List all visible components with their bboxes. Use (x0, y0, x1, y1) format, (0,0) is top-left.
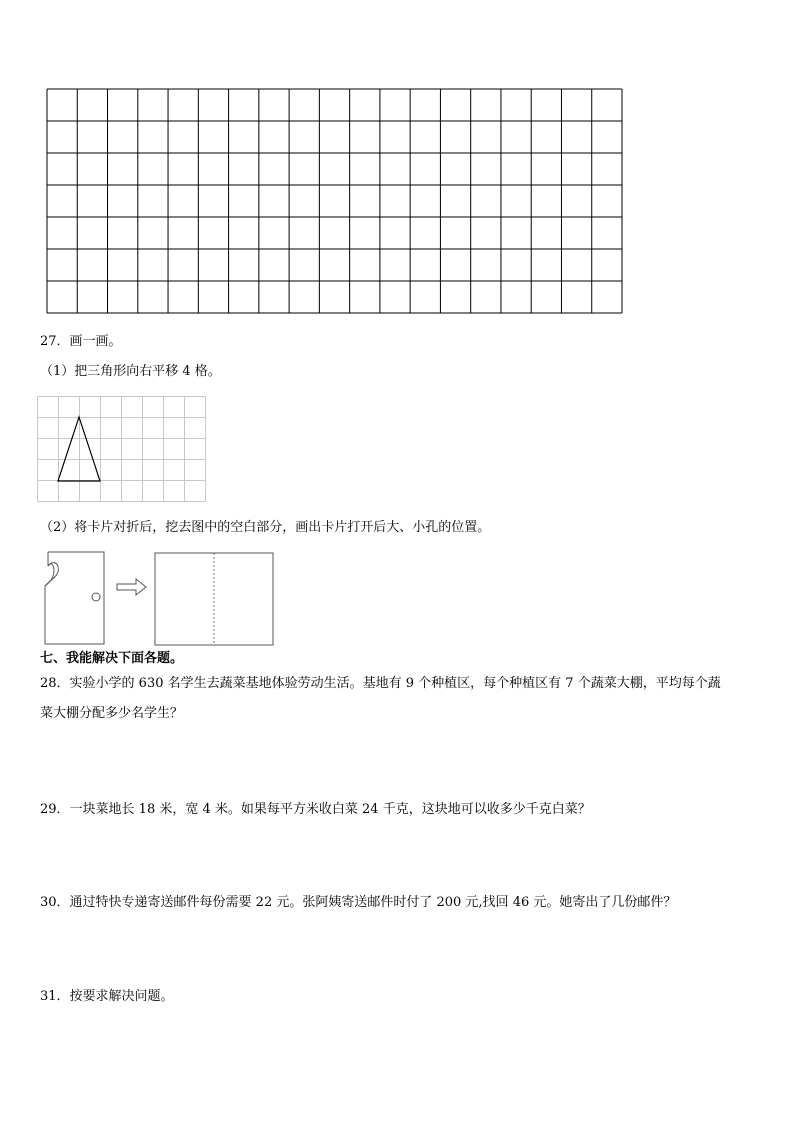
q27-part2: （2）将卡片对折后，挖去图中的空白部分，画出卡片打开后大、小孔的位置。 (40, 520, 491, 535)
folded-card-figure (40, 548, 280, 650)
q30-text: 30．通过特快专递寄送邮件每份需要 22 元。张阿姨寄送邮件时付了 200 元,找回 46 元。她寄出了几份邮件？ (40, 895, 677, 910)
section-7-title: 七、我能解决下面各题。 (40, 651, 184, 666)
arrow-right-icon (117, 579, 146, 595)
folded-card (45, 552, 104, 644)
triangle-grid-figure (37, 396, 209, 504)
answer-grid (46, 88, 623, 314)
q28-line1: 28．实验小学的 630 名学生去蔬菜基地体验劳动生活。基地有 9 个种植区，每个种植区有 7 个蔬菜大棚，平均每个蔬 (40, 676, 721, 691)
card-cutout-hole-small (92, 593, 100, 601)
q29-text: 29．一块菜地长 18 米，宽 4 米。如果每平方米收白菜 24 千克，这块地可以收多少千克白菜？ (40, 802, 591, 817)
q27-part1: （1）把三角形向右平移 4 格。 (40, 364, 221, 379)
card-cutout-hole-large (45, 563, 58, 586)
q31-text: 31．按要求解决问题。 (40, 989, 174, 1004)
q28-line2: 菜大棚分配多少名学生？ (40, 706, 184, 721)
q27-title: 27．画一画。 (40, 334, 122, 349)
